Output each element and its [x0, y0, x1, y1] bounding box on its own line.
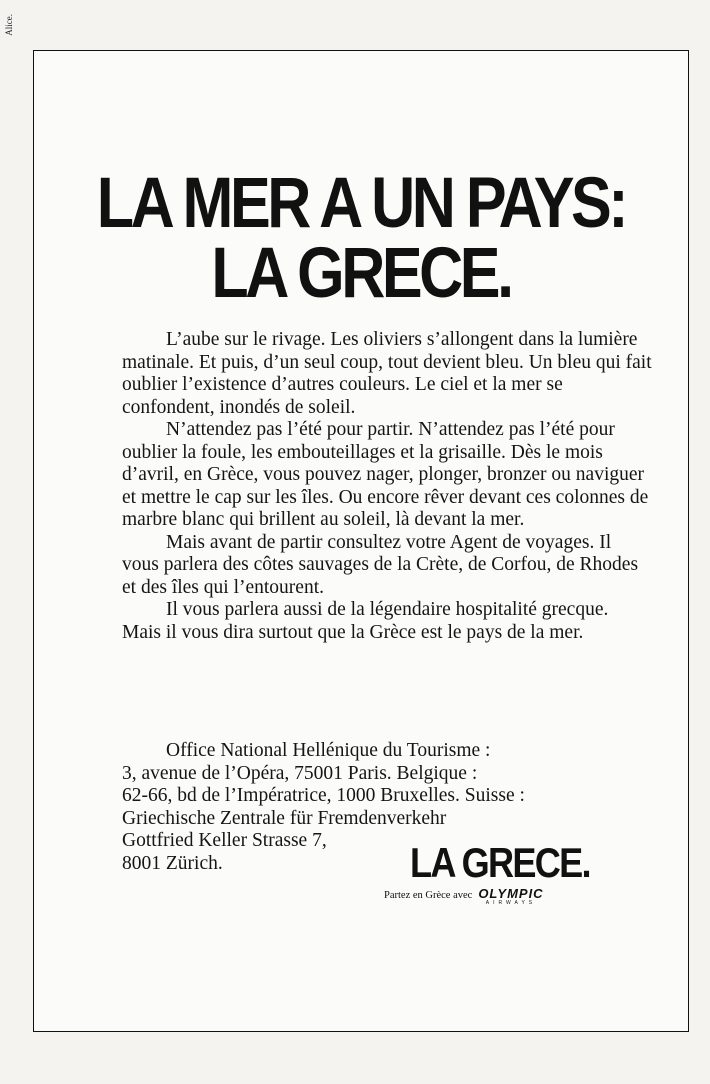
- olympic-airways-logo: [478, 887, 543, 906]
- address-line: Office National Hellénique du Tourisme :: [166, 740, 491, 761]
- la-grece-logo: LA GRECE.: [410, 839, 590, 886]
- headline-line-2: LA GRECE.: [211, 234, 511, 313]
- body-copy: [122, 329, 652, 644]
- paragraph: L’aube sur le rivage. Les oliviers s’allongent dans la lumière matinale. Et puis, d’un seul coup, tout devient bleu. Un bleu qui fait oublier l’existence d’autres couleurs. Le ciel et la mer se confondent, inondés de soleil.: [122, 329, 652, 418]
- photo-credit: Alice.: [4, 14, 14, 36]
- address-line: Gottfried Keller Strasse 7,: [122, 830, 327, 851]
- address-line: 8001 Zürich.: [122, 852, 223, 874]
- headline-line-1: LA MER A UN PAYS:: [96, 164, 626, 243]
- address-line: 62-66, bd de l’Impératrice, 1000 Bruxelles. Suisse :: [122, 785, 525, 806]
- airline-subtitle: AIRWAYS: [485, 900, 537, 906]
- address-line: Griechische Zentrale für Fremdenverkehr: [122, 807, 447, 829]
- airline-name: OLYMPIC: [478, 886, 544, 901]
- tagline-text: Partez en Grèce avec: [384, 890, 473, 901]
- airline-tagline: [384, 887, 544, 906]
- paragraph: N’attendez pas l’été pour partir. N’attendez pas l’été pour oublier la foule, les embouteillages et la grisaille. Dès le mois d’avril, en Grèce, vous pouvez nager, plonger, bronzer ou naviguer et mettre le cap sur les îles. Ou encore rêver devant ces colonnes de marbre blanc qui brillent au soleil, là devant la mer.: [122, 419, 649, 530]
- address-line: 3, avenue de l’Opéra, 75001 Paris. Belgique :: [122, 762, 478, 784]
- ad-page: [33, 50, 689, 1032]
- paragraph: Mais avant de partir consultez votre Agent de voyages. Il vous parlera des côtes sauvages de la Crète, de Corfou, de Rhodes et des îles qui l’entourent.: [122, 531, 639, 598]
- paragraph: Il vous parlera aussi de la légendaire hospitalité grecque. Mais il vous dira surtout que la Grèce est le pays de la mer.: [122, 599, 609, 643]
- headline: [80, 164, 642, 313]
